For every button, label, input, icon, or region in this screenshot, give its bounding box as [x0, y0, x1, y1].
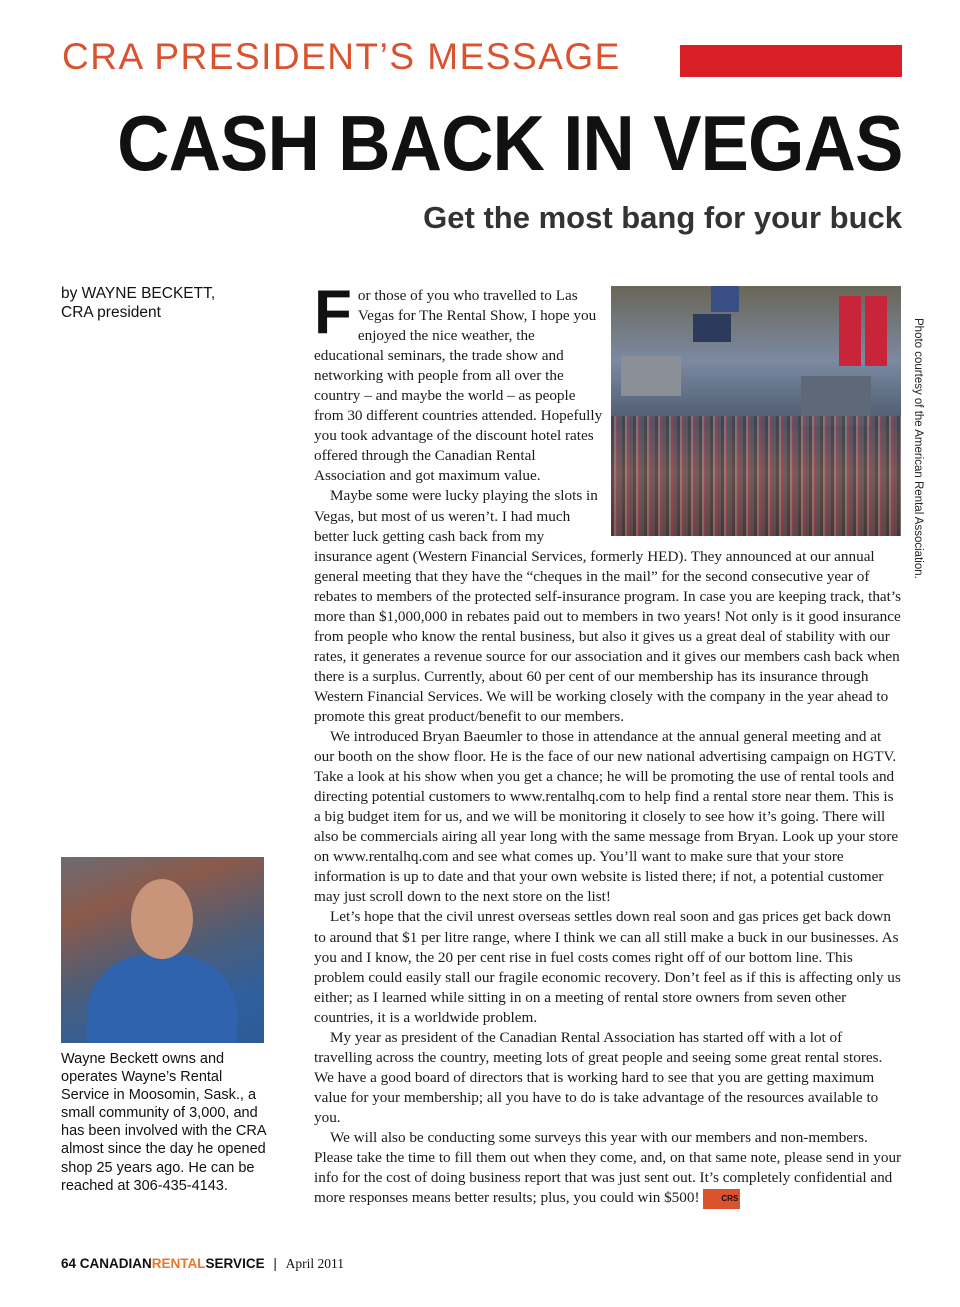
paragraph-4: Let’s hope that the civil unrest overseas settles down real soon and gas prices get back down to around that $1 per litre range, where I think we can all still make a buck in our businesses. As you and I know, the 20 per cent rise in fuel costs comes right off of our bottom line. This problem could easily stall our fragile economic recovery. Don’t feel as if this is affecting only us either; as I learned while sitting in on a meeting of rental store owners from seven other countries, it is a worldwide problem.: [314, 908, 901, 1026]
paragraph-5: My year as president of the Canadian Rental Association has started off with a lot of travelling across the country, meeting lots of great people and seeing some great rental stores. We have a good board of directors that is working hard to see that you are getting maximum value for your membership; all you have to do is take advantage of the resources available to you.: [314, 1028, 883, 1126]
end-of-article-mark: CRS: [703, 1189, 740, 1209]
byline: [61, 284, 281, 322]
paragraph-6-text: We will also be conducting some surveys this year with our members and non-members. Please take the time to fill them out when they come, and, on that same note, please send in your info for the cost of doing business report that was just sent out. It’s completely confidential and more responses means better results; plus, you could win $500!: [314, 1128, 902, 1207]
article-body: [314, 278, 904, 1209]
paragraph-6: [314, 1128, 904, 1209]
footer-separator: |: [273, 1256, 277, 1271]
byline-title: CRA president: [61, 304, 161, 321]
byline-author: by WAYNE BECKETT,: [61, 285, 216, 302]
author-bio-caption: Wayne Beckett owns and operates Wayne’s Rental Service in Moosomin, Sask., a small community of 3,000, and has been involved with the CRA almost since the day he opened shop 25 years ago. He can be reached at 306-435-4143.: [61, 1051, 266, 1194]
page-footer: [61, 1256, 344, 1272]
article-deck: Get the most bang for your buck: [423, 200, 902, 235]
issue-date: April 2011: [285, 1256, 344, 1271]
photo-credit: Photo courtesy of the American Rental Association.: [912, 318, 924, 579]
paragraph-1-text: or those of you who travelled to Las Vegas for The Rental Show, I hope you enjoyed the nice weather, the educational seminars, the trade show and networking with people from all over the country – and maybe the world – as people from 30 different countries attended. Hopefully you took advantage of the discount hotel rates offered through the Canadian Rental Association and got maximum value.: [314, 287, 603, 485]
photo-wrap-spacer: [604, 286, 904, 534]
publication-brand: CANADIANRENTALSERVICE: [79, 1256, 265, 1271]
kicker-accent-bar: [680, 45, 902, 77]
article-headline: CASH BACK IN VEGAS: [116, 99, 902, 187]
section-kicker: CRA PRESIDENT’S MESSAGE: [62, 36, 621, 77]
paragraph-2: Maybe some were lucky playing the slots in Vegas, but most of us weren’t. I had much better luck getting cash back from my insurance agent (Western Financial Services, formerly HED). They announced at our annual general meeting that they have the “cheques in the mail” for the second consecutive year of rebates to members of the protected self-insurance program. In case you are keeping track, that’s more than $1,000,000 in rebates paid out to members in two years! Not only is it good insurance from people who know the rental business, but also it gives us a great deal of stability with our rates, it generates a revenue source for our association and it gives our members cash back when there is a surplus. Currently, about 60 per cent of our membership has its insurance through Western Financial Services. We will be working closely with the company in the year ahead to promote this great product/benefit to our members.: [314, 487, 902, 725]
drop-cap: F: [314, 278, 352, 347]
paragraph-3: We introduced Bryan Baeumler to those in attendance at the annual general meeting and at our booth on the show floor. He is the face of our new national advertising campaign on HGTV. Take a look at his show when you get a chance; he will be promoting the use of rental tools and directing potential customers to www.rentalhq.com to help find a rental store near them. This is a big budget item for us, and we will be monitoring it closely to see how it’s going. There will also be commercials airing all year long with the same message from Bryan. Look up your store on www.rentalhq.com and see what comes up. You’ll want to make sure that your store information is up to date and that your own website is listed there; if not, a potential customer may just scroll down to the next store on the list!: [314, 728, 899, 906]
author-portrait-photo: [61, 857, 264, 1043]
page-number: 64: [61, 1256, 77, 1271]
